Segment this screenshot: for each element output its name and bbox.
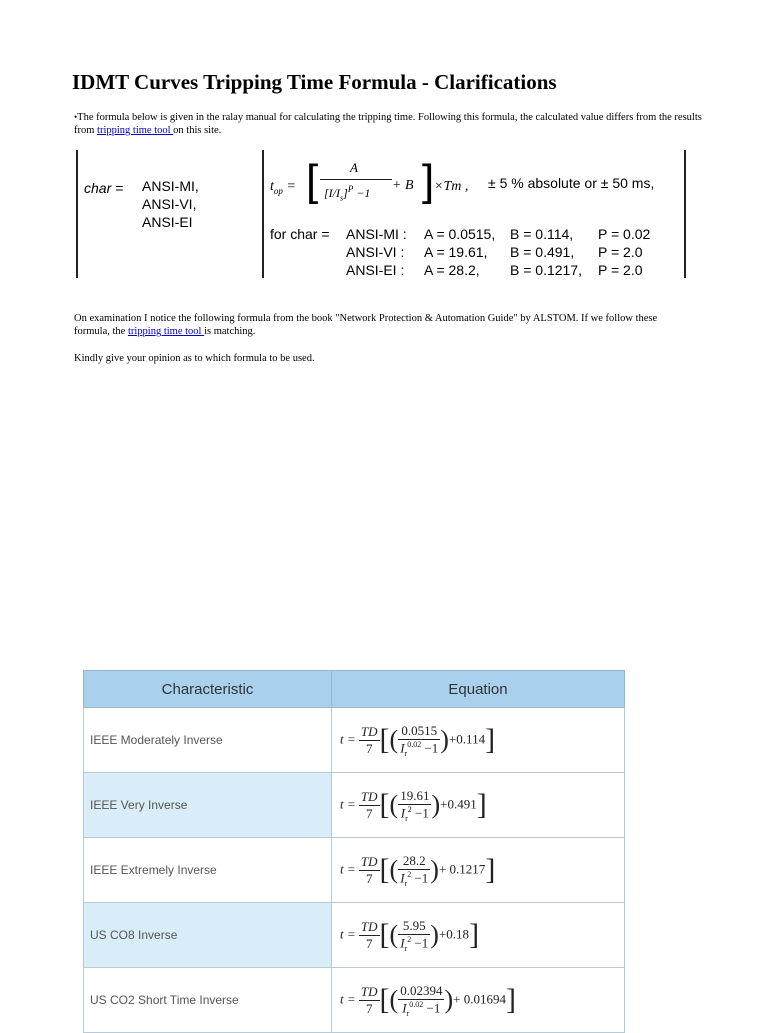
param-a: A = 19.61, xyxy=(424,244,488,260)
tripping-time-tool-link[interactable]: tripping time tool xyxy=(97,125,174,136)
char-value: ANSI-VI, xyxy=(142,196,197,212)
left-paren: ( xyxy=(389,920,399,949)
opinion-paragraph: Kindly give your opinion as to which formula to be used. xyxy=(74,353,315,364)
right-paren: ) xyxy=(430,855,439,884)
left-bracket: [ xyxy=(379,983,390,1016)
td-fraction: $\frac{TD}{7}$ xyxy=(360,853,378,886)
main-fraction: $\frac{28.2}{I_r^2 -1}$ xyxy=(400,852,429,888)
param-b: B = 0.114, xyxy=(510,226,574,242)
param-b: B = 0.1217, xyxy=(510,262,583,278)
equation-cell xyxy=(332,838,625,903)
right-paren: ) xyxy=(440,725,449,754)
intro-paragraph xyxy=(74,111,704,137)
formula-denominator: $[I/I_s]^P -1$ xyxy=(324,184,371,203)
right-paren: ) xyxy=(444,985,454,1014)
examination-paragraph xyxy=(74,312,694,338)
td-fraction: $\frac{TD}{7}$ xyxy=(360,983,378,1016)
left-paren: ( xyxy=(389,790,399,819)
characteristic-cell: IEEE Very Inverse xyxy=(84,773,332,838)
eq-lhs: t = xyxy=(340,860,356,876)
table-row xyxy=(84,708,625,773)
td-fraction: $\frac{TD}{7}$ xyxy=(360,788,378,821)
figure-divider xyxy=(76,150,78,278)
plus-b: + B xyxy=(392,178,414,193)
add-constant: +0.491 xyxy=(440,795,477,811)
bullet: • xyxy=(74,112,78,122)
characteristic-cell: US CO8 Inverse xyxy=(84,903,332,968)
left-paren: ( xyxy=(389,985,399,1014)
equation-cell xyxy=(332,968,625,1033)
characteristic-cell: IEEE Moderately Inverse xyxy=(84,708,332,773)
param-p: P = 2.0 xyxy=(598,262,643,278)
table-row xyxy=(84,838,625,903)
equation-cell xyxy=(332,903,625,968)
char-value: ANSI-EI xyxy=(142,214,193,230)
eq-lhs: t = xyxy=(340,730,356,746)
characteristic-cell: IEEE Extremely Inverse xyxy=(84,838,332,903)
right-bracket: ] xyxy=(422,156,435,205)
table-row xyxy=(84,903,625,968)
right-bracket: ] xyxy=(476,788,487,821)
eq-lhs: t = xyxy=(340,990,356,1006)
param-a: A = 28.2, xyxy=(424,262,480,278)
eq-lhs: t = xyxy=(340,795,356,811)
add-constant: +0.114 xyxy=(448,730,486,746)
page-title: IDMT Curves Tripping Time Formula - Clarifications xyxy=(72,70,557,94)
main-fraction: $\frac{5.95}{I_r^2 -1}$ xyxy=(400,917,429,953)
param-name: ANSI-VI : xyxy=(346,244,405,260)
right-bracket: ] xyxy=(485,723,496,756)
for-char-label: for char = xyxy=(270,226,330,242)
fraction-line xyxy=(320,179,392,180)
left-bracket: [ xyxy=(306,156,319,205)
table-row xyxy=(84,968,625,1033)
times-tm: ×Tm , xyxy=(434,179,469,194)
main-fraction: $\frac{19.61}{I_r^2 -1}$ xyxy=(400,787,430,823)
left-paren: ( xyxy=(389,855,399,884)
intro-text-end: on this site. xyxy=(173,125,222,136)
tripping-time-tool-link-2[interactable]: tripping time tool xyxy=(127,326,205,337)
equation-table xyxy=(83,670,625,1033)
table-row xyxy=(84,773,625,838)
main-fraction: $\frac{0.0515}{I_r^{0.02} -1}$ xyxy=(400,722,439,758)
eq-lhs: t = xyxy=(340,925,356,941)
exam-text-end: is matching. xyxy=(204,326,256,337)
equation-cell xyxy=(332,773,625,838)
characteristic-cell: US CO2 Short Time Inverse xyxy=(84,968,332,1033)
right-bracket: ] xyxy=(485,853,496,886)
param-p: P = 2.0 xyxy=(598,244,643,260)
formula-numerator: A xyxy=(350,160,358,175)
equation-cell xyxy=(332,708,625,773)
param-a: A = 0.0515, xyxy=(424,226,496,242)
right-bracket: ] xyxy=(469,918,480,951)
relay-manual-formula-figure xyxy=(74,150,694,280)
add-constant: + 0.1217 xyxy=(438,860,486,876)
param-p: P = 0.02 xyxy=(598,226,651,242)
param-name: ANSI-MI : xyxy=(346,226,407,242)
left-paren: ( xyxy=(389,725,399,754)
add-constant: +0.18 xyxy=(438,925,470,941)
left-bracket: [ xyxy=(379,918,390,951)
right-bracket: ] xyxy=(505,983,516,1016)
char-value: ANSI-MI, xyxy=(142,178,199,194)
figure-divider xyxy=(262,150,264,278)
left-bracket: [ xyxy=(379,853,390,886)
figure-divider xyxy=(684,150,686,278)
exam-text: On examination I notice the following formula from the book "Network Protection & Automation Guide" by ALSTOM. If we follow these formula, the xyxy=(74,313,658,337)
main-fraction: $\frac{0.02394}{I_r^{0.02} -1}$ xyxy=(400,982,443,1018)
right-paren: ) xyxy=(431,790,441,819)
char-label: char = xyxy=(84,180,124,196)
formula-lhs: $t_{op}$ = xyxy=(270,179,296,196)
param-name: ANSI-EI : xyxy=(346,262,405,278)
column-header-equation: Equation xyxy=(332,671,625,708)
add-constant: + 0.01694 xyxy=(453,990,506,1006)
td-fraction: $\frac{TD}{7}$ xyxy=(360,723,378,756)
left-bracket: [ xyxy=(379,723,390,756)
param-b: B = 0.491, xyxy=(510,244,575,260)
column-header-characteristic: Characteristic xyxy=(84,671,332,708)
intro-text: The formula below is given in the ralay manual for calculating the tripping time. Following this formula, the calculated value differs from the results from xyxy=(74,112,702,136)
right-paren: ) xyxy=(430,920,439,949)
left-bracket: [ xyxy=(379,788,390,821)
td-fraction: $\frac{TD}{7}$ xyxy=(360,918,378,951)
tolerance: ± 5 % absolute or ± 50 ms, xyxy=(488,175,655,191)
